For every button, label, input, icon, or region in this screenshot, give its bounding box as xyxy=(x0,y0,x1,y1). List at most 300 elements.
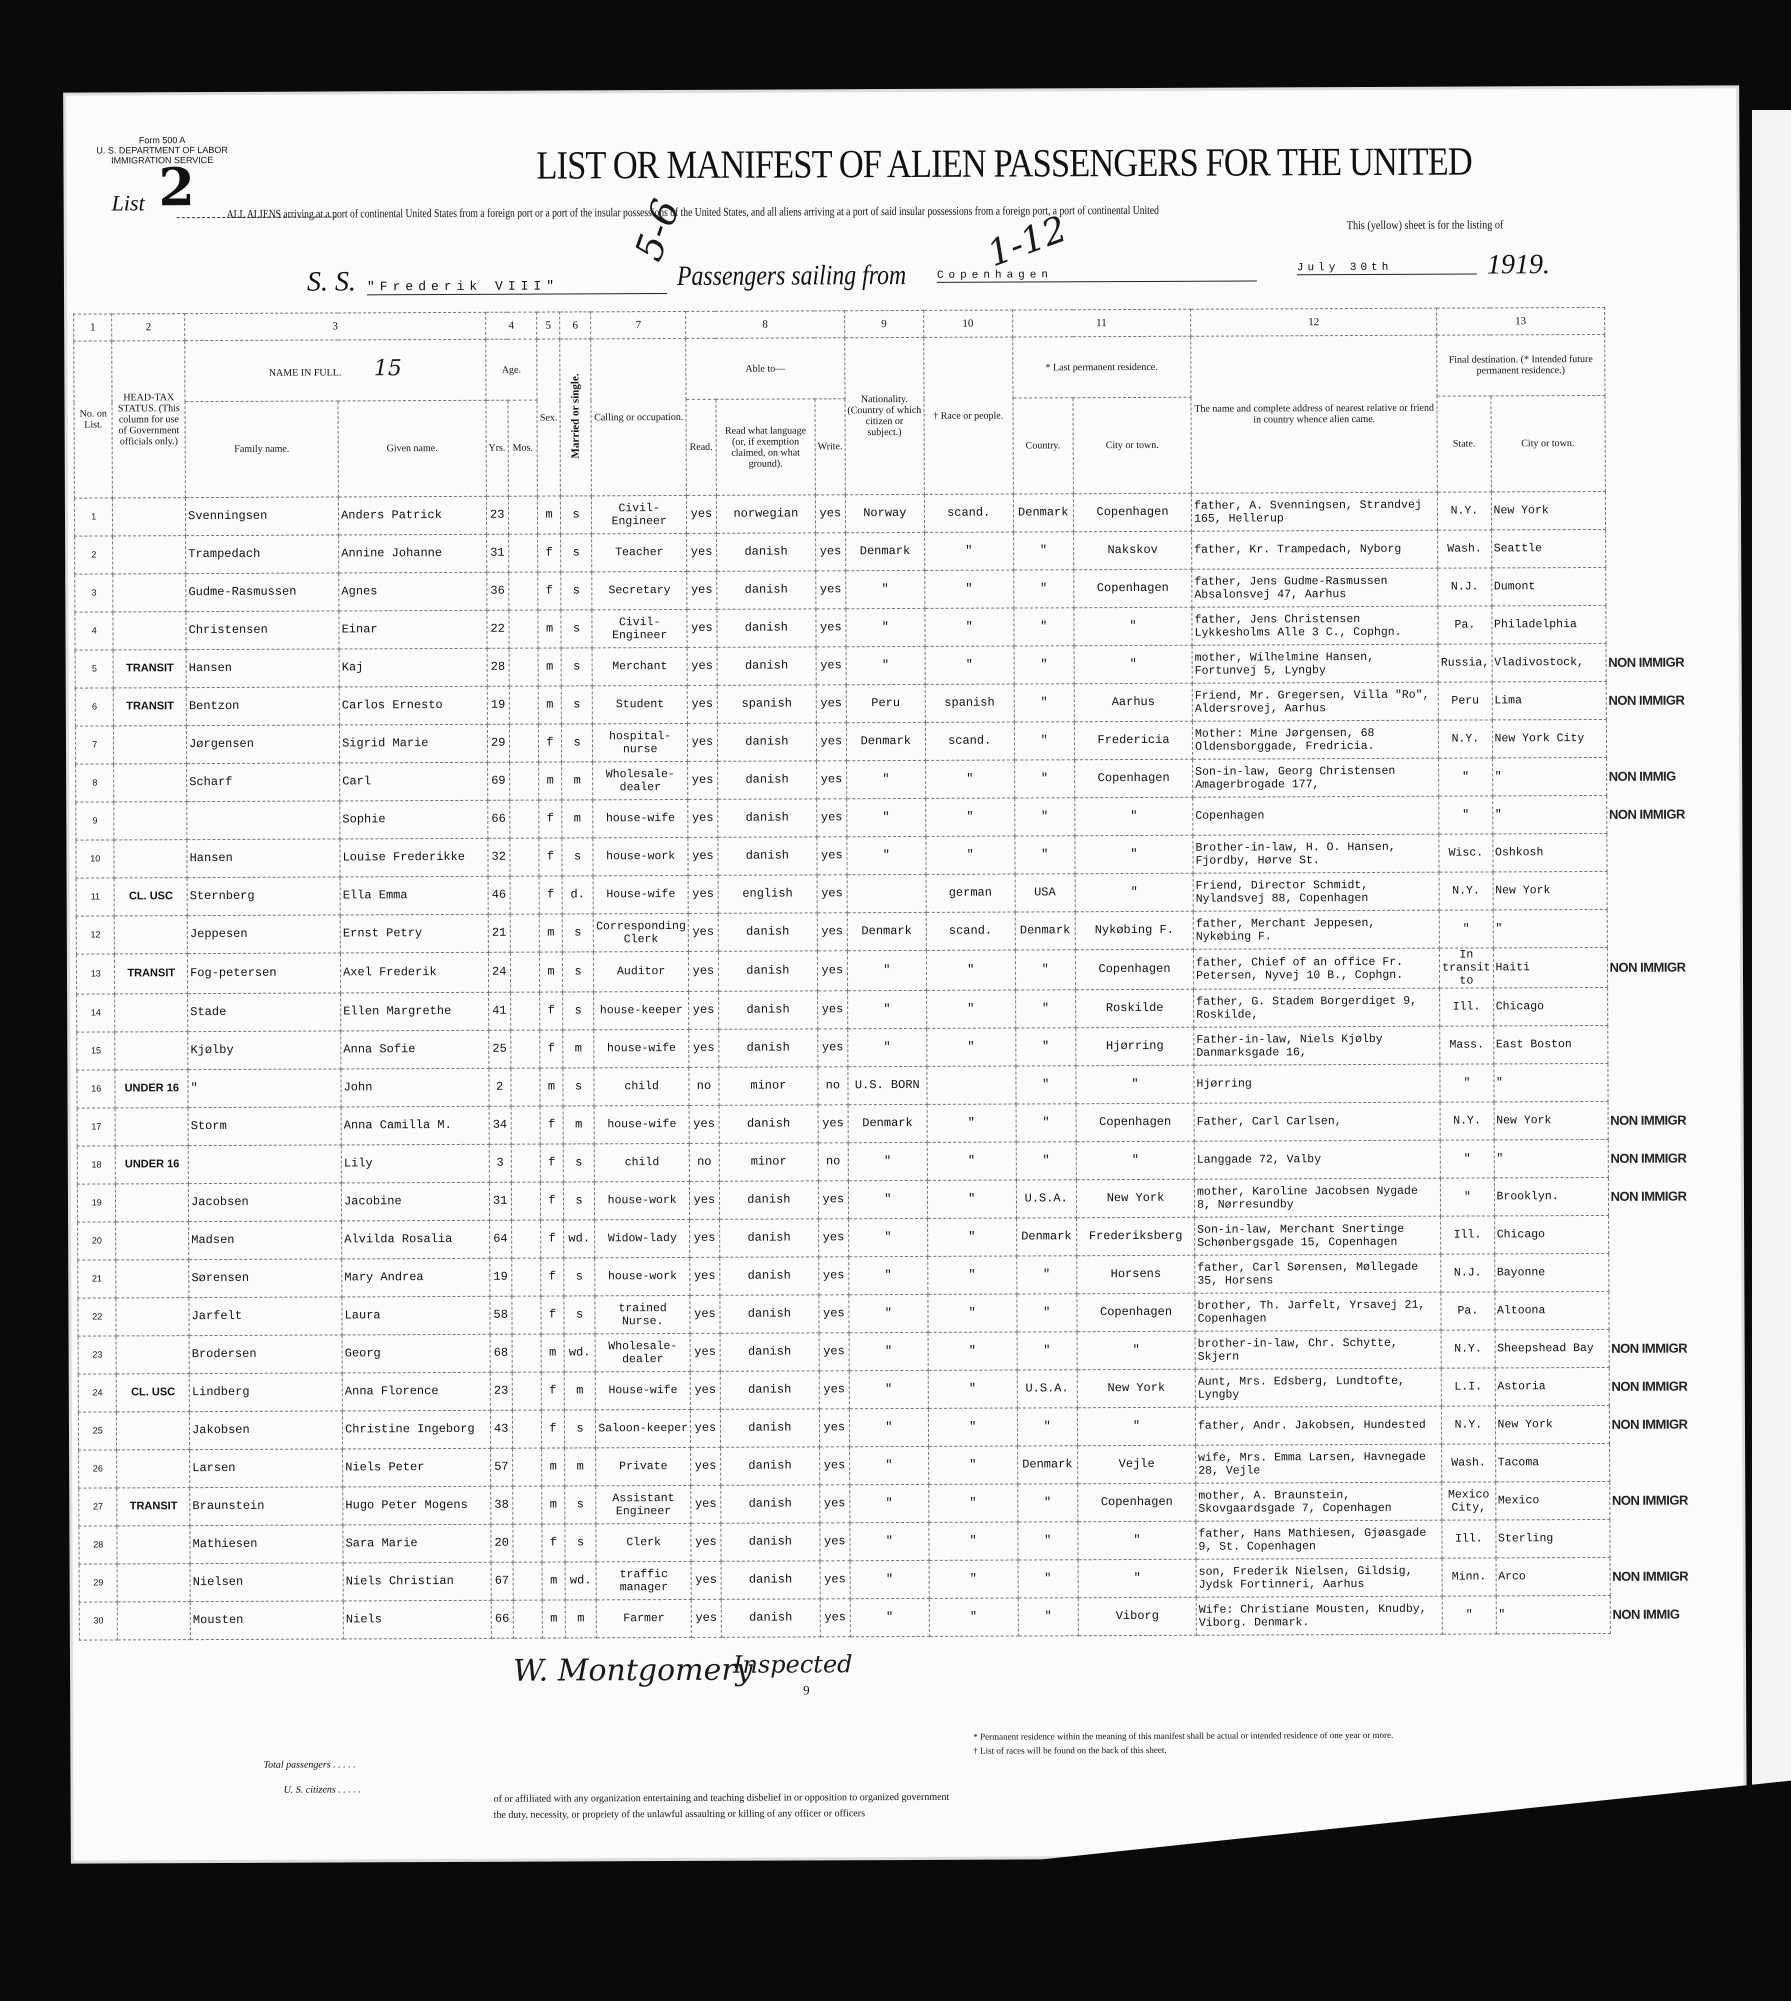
header-married xyxy=(560,339,592,496)
nearest-relative: Hjørring xyxy=(1194,1064,1440,1103)
marital-status: m xyxy=(564,1448,596,1486)
destination-state: " xyxy=(1439,910,1492,948)
sex: f xyxy=(541,1258,564,1296)
age-years: 66 xyxy=(488,800,510,838)
nationality: Norway xyxy=(845,494,924,532)
marital-status: s xyxy=(565,1486,597,1524)
can-write: yes xyxy=(819,1447,849,1485)
residence-country: " xyxy=(1014,760,1075,798)
can-read: yes xyxy=(687,685,717,723)
occupation: House-wife xyxy=(596,1371,691,1409)
sex: m xyxy=(539,686,562,724)
sailing-year: 1919. xyxy=(1486,249,1550,281)
column-number: 1 xyxy=(74,314,113,341)
nearest-relative: father, A. Svenningsen, Strandvej 165, Hellerup xyxy=(1191,492,1437,531)
age-months xyxy=(512,1296,542,1334)
sex: m xyxy=(541,1334,564,1372)
residence-city: " xyxy=(1078,1521,1196,1560)
residence-country: Denmark xyxy=(1016,1218,1077,1256)
sex: f xyxy=(538,572,561,610)
given-name: Laura xyxy=(342,1296,490,1335)
age-months xyxy=(509,724,539,762)
non-immigrant-stamp: NON IMMIGR xyxy=(1611,1492,1688,1508)
given-name: Louise Frederikke xyxy=(340,838,488,877)
can-write: yes xyxy=(816,761,846,799)
residence-country: " xyxy=(1013,608,1074,646)
residence-city: " xyxy=(1078,1559,1196,1598)
age-months xyxy=(510,1030,540,1068)
non-immigrant-stamp xyxy=(1609,1291,1742,1330)
non-immigrant-stamp: NON IMMIGR xyxy=(1608,692,1685,708)
footnote-residence: * Permanent residence within the meaning of this manifest shall be actual or intended residence of one year or more. xyxy=(973,1729,1394,1742)
destination-city: New York xyxy=(1494,1101,1608,1139)
can-read: yes xyxy=(690,1295,720,1333)
marital-status: s xyxy=(563,1182,595,1220)
residence-country: " xyxy=(1015,1028,1076,1066)
marital-status: s xyxy=(564,1296,596,1334)
family-name: Scharf xyxy=(187,763,340,802)
residence-country: " xyxy=(1014,722,1075,760)
row-number: 2 xyxy=(75,536,114,574)
family-name: Stade xyxy=(188,993,341,1032)
read-language: danish xyxy=(718,951,817,991)
family-name: Jørgensen xyxy=(187,725,340,764)
row-number: 7 xyxy=(75,726,114,764)
residence-city: Aarhus xyxy=(1074,683,1192,722)
nationality: " xyxy=(850,1522,929,1560)
nationality: " xyxy=(849,1256,928,1294)
age-years: 69 xyxy=(487,762,509,800)
non-immigrant-stamp: NON IMMIGR xyxy=(1611,1340,1688,1356)
given-name: Anna Florence xyxy=(342,1372,490,1411)
age-months xyxy=(508,534,538,572)
race: spanish xyxy=(925,684,1014,722)
non-immigrant-stamp xyxy=(1607,833,1740,872)
age-months xyxy=(512,1448,542,1486)
occupation: house-work xyxy=(595,1257,690,1295)
head-tax-status: UNDER 16 xyxy=(116,1146,189,1184)
residence-city: Copenhagen xyxy=(1075,949,1193,990)
given-name: Anna Sofie xyxy=(341,1030,489,1069)
residence-country: " xyxy=(1016,1142,1077,1180)
non-immigrant-stamp xyxy=(1606,605,1739,644)
destination-state: Russia, xyxy=(1438,644,1491,682)
read-language: danish xyxy=(720,1447,819,1485)
given-name: Ella Emma xyxy=(340,876,488,915)
can-read: yes xyxy=(687,571,717,609)
nearest-relative: Friend, Mr. Gregersen, Villa "Ro", Aldersrovej, Aarhus xyxy=(1192,682,1438,721)
destination-state: N.Y. xyxy=(1441,1330,1494,1368)
age-months xyxy=(511,1068,541,1106)
race: " xyxy=(929,1484,1018,1522)
can-read: yes xyxy=(689,1029,719,1067)
destination-state: Ill. xyxy=(1440,988,1493,1026)
row-number: 15 xyxy=(77,1032,116,1070)
family-name: Brodersen xyxy=(189,1335,342,1374)
destination-state: " xyxy=(1439,796,1492,834)
destination-city: Sterling xyxy=(1495,1519,1609,1557)
destination-city: Mexico xyxy=(1495,1481,1609,1519)
can-read: yes xyxy=(687,723,717,761)
destination-state: Pa. xyxy=(1441,1292,1494,1330)
head-tax-status xyxy=(113,498,186,536)
sex: m xyxy=(538,610,561,648)
given-name: Jacobine xyxy=(341,1182,489,1221)
head-tax-status: TRANSIT xyxy=(114,688,187,726)
column-number: 7 xyxy=(591,311,686,338)
adjacent-page-edge xyxy=(1752,110,1791,1830)
destination-city: Brooklyn. xyxy=(1494,1177,1608,1215)
can-write: no xyxy=(818,1143,848,1181)
occupation: Civil-Engineer xyxy=(592,495,687,533)
non-immigrant-stamp: NON IMMIGR xyxy=(1608,654,1685,670)
destination-city: " xyxy=(1496,1595,1610,1633)
head-tax-status: TRANSIT xyxy=(115,954,188,994)
given-name: Niels Christian xyxy=(343,1562,491,1601)
can-write: yes xyxy=(819,1409,849,1447)
family-name xyxy=(187,801,340,840)
head-tax-status xyxy=(117,1412,190,1450)
age-months xyxy=(508,496,538,534)
read-language: danish xyxy=(721,1523,820,1561)
destination-state: N.Y. xyxy=(1440,1102,1493,1140)
nationality: Denmark xyxy=(846,722,925,760)
destination-city: " xyxy=(1494,1139,1608,1177)
age-years: 20 xyxy=(491,1524,513,1562)
marital-status: m xyxy=(563,1106,595,1144)
column-number: 13 xyxy=(1437,307,1604,335)
occupation: Civil-Engineer xyxy=(592,609,687,647)
family-name: Sørensen xyxy=(189,1259,342,1298)
race: scand. xyxy=(924,494,1013,532)
residence-country: " xyxy=(1016,1294,1077,1332)
sex: m xyxy=(540,914,563,952)
family-name: Madsen xyxy=(189,1221,342,1260)
can-write: no xyxy=(818,1067,848,1105)
can-read: yes xyxy=(690,1371,720,1409)
destination-state: In transit to xyxy=(1440,948,1493,988)
can-read: yes xyxy=(691,1561,721,1599)
list-number: 2 xyxy=(158,157,195,219)
age-years: 68 xyxy=(490,1334,512,1372)
residence-city: Copenhagen xyxy=(1076,1103,1194,1142)
head-tax-status xyxy=(115,1032,188,1070)
can-write: yes xyxy=(815,533,845,571)
can-read: yes xyxy=(687,647,717,685)
nearest-relative: wife, Mrs. Emma Larsen, Havnegade 28, Vejle xyxy=(1196,1444,1442,1483)
destination-city: Seattle xyxy=(1491,529,1605,567)
nearest-relative: mother, A. Braunstein, Skovgaardsgade 7, Copenhagen xyxy=(1196,1482,1442,1521)
occupation: Widow-lady xyxy=(595,1219,690,1257)
age-months xyxy=(511,1182,541,1220)
head-tax-status xyxy=(118,1602,191,1640)
can-write: yes xyxy=(820,1485,850,1523)
can-write: yes xyxy=(818,1219,848,1257)
nearest-relative: father, G. Stadem Borgerdiget 9, Roskilde, xyxy=(1194,988,1440,1027)
nearest-relative: father, Kr. Trampedach, Nyborg xyxy=(1192,530,1438,569)
header-write: Write. xyxy=(815,399,845,495)
column-number: 2 xyxy=(112,314,185,341)
can-write: yes xyxy=(816,685,846,723)
non-immigrant-stamp: NON IMMIGR xyxy=(1609,959,1686,975)
age-months xyxy=(511,1144,541,1182)
row-number: 5 xyxy=(75,650,114,688)
residence-city: Fredericia xyxy=(1074,721,1192,760)
occupation: Saloon-keeper xyxy=(596,1409,691,1447)
age-years: 21 xyxy=(488,914,510,952)
row-number: 24 xyxy=(78,1374,117,1412)
can-write: yes xyxy=(819,1257,849,1295)
non-immigrant-stamp: NON IMMIGR xyxy=(1608,806,1685,822)
footer-clause: of or affiliated with any organization entertaining and teaching disbelief in or opposition to organized government xyxy=(493,1791,950,1805)
family-name: Sternberg xyxy=(187,877,340,916)
read-language: danish xyxy=(720,1371,819,1409)
nearest-relative: father, Chief of an office Fr. Petersen, Nyvej 10 B., Cophgn. xyxy=(1193,948,1439,989)
sex: f xyxy=(539,876,562,914)
residence-country: Denmark xyxy=(1013,494,1074,532)
destination-state: L.I. xyxy=(1441,1368,1494,1406)
read-language: spanish xyxy=(717,685,816,723)
nearest-relative: father, Merchant Jeppesen, Nykøbing F. xyxy=(1193,910,1439,949)
residence-country: " xyxy=(1014,798,1075,836)
given-name: Anna Camilla M. xyxy=(341,1106,489,1145)
read-language: danish xyxy=(717,761,816,799)
destination-state: Wisc. xyxy=(1439,834,1492,872)
marital-status: m xyxy=(563,1030,595,1068)
residence-country: " xyxy=(1013,570,1074,608)
read-language: danish xyxy=(718,913,817,951)
destination-state: Ill. xyxy=(1441,1216,1494,1254)
marital-status: s xyxy=(564,1410,596,1448)
age-years: 19 xyxy=(490,1258,512,1296)
nearest-relative: father, Jens Christensen Lykkesholms Alle 3 C., Cophgn. xyxy=(1192,606,1438,645)
nearest-relative: father, Andr. Jakobsen, Hundested xyxy=(1195,1406,1441,1445)
head-tax-status xyxy=(115,994,188,1032)
race: " xyxy=(928,1408,1017,1446)
nationality: " xyxy=(850,1484,929,1522)
nationality: " xyxy=(848,1180,927,1218)
can-read: yes xyxy=(691,1447,721,1485)
row-number: 4 xyxy=(75,612,114,650)
row-number: 30 xyxy=(79,1602,118,1640)
age-years: 64 xyxy=(489,1220,511,1258)
age-years: 43 xyxy=(490,1410,512,1448)
given-name: Alvilda Rosalia xyxy=(342,1220,490,1259)
residence-city: Nakskov xyxy=(1074,531,1192,570)
header-mos: Mos. xyxy=(508,400,538,496)
read-language: danish xyxy=(721,1599,820,1637)
row-number: 20 xyxy=(78,1222,117,1260)
family-name: Gudme-Rasmussen xyxy=(186,573,339,612)
destination-state: Mass. xyxy=(1440,1026,1493,1064)
given-name: Niels Peter xyxy=(343,1448,491,1487)
column-group-headers xyxy=(74,334,1738,402)
read-language: danish xyxy=(719,1181,818,1219)
passenger-rows xyxy=(74,491,1742,1640)
total-passengers-label: Total passengers . . . . . xyxy=(263,1759,356,1771)
destination-city: Bayonne xyxy=(1494,1253,1608,1291)
residence-country: " xyxy=(1017,1522,1078,1560)
age-months xyxy=(510,992,540,1030)
residence-city: Copenhagen xyxy=(1074,569,1192,608)
row-number: 16 xyxy=(77,1070,116,1108)
residence-city: Horsens xyxy=(1077,1255,1195,1294)
age-months xyxy=(509,648,539,686)
sex: f xyxy=(540,1030,563,1068)
occupation: child xyxy=(595,1143,690,1181)
given-name: Sara Marie xyxy=(343,1524,491,1563)
head-tax-status xyxy=(114,726,187,764)
age-years: 32 xyxy=(488,838,510,876)
residence-city: New York xyxy=(1077,1369,1195,1408)
age-years: 3 xyxy=(489,1144,511,1182)
marital-status: s xyxy=(563,1144,595,1182)
nearest-relative: mother, Karoline Jacobsen Nygade 8, Nørresundby xyxy=(1194,1178,1440,1217)
read-language: danish xyxy=(721,1485,820,1523)
table-row xyxy=(79,1595,1743,1640)
race: " xyxy=(929,1560,1018,1598)
marital-status: wd. xyxy=(563,1220,595,1258)
destination-city: " xyxy=(1492,757,1606,795)
destination-state: N.Y. xyxy=(1442,1406,1495,1444)
can-write: yes xyxy=(820,1561,850,1599)
row-number: 19 xyxy=(77,1184,116,1222)
non-immigrant-stamp xyxy=(1605,491,1738,530)
us-citizens-label: U. S. citizens . . . . . xyxy=(283,1784,361,1796)
sex: f xyxy=(538,534,561,572)
family-name xyxy=(188,1145,341,1184)
row-number: 25 xyxy=(78,1412,117,1450)
nearest-relative: Mother: Mine Jørgensen, 68 Oldensborggade, Fredricia. xyxy=(1192,720,1438,759)
header-head-tax: HEAD-TAX STATUS. (This column for use of Government officials only.) xyxy=(112,341,185,498)
non-immigrant-stamp: NON IMMIGR xyxy=(1610,1150,1687,1166)
residence-city: " xyxy=(1074,607,1192,646)
occupation: house-work xyxy=(593,837,688,875)
occupation: Wholesale-dealer xyxy=(595,1333,690,1371)
residence-country: " xyxy=(1014,684,1075,722)
row-number: 14 xyxy=(77,994,116,1032)
residence-city: " xyxy=(1076,1141,1194,1180)
occupation: Wholesale-dealer xyxy=(593,761,688,799)
marital-status: wd. xyxy=(564,1334,596,1372)
footnote-races: † List of races will be found on the back of this sheet. xyxy=(973,1744,1167,1756)
nationality: " xyxy=(850,1560,929,1598)
destination-city: Chicago xyxy=(1493,987,1607,1025)
marital-status: s xyxy=(562,992,594,1030)
age-years: 41 xyxy=(488,992,510,1030)
age-months xyxy=(513,1524,543,1562)
residence-city: Roskilde xyxy=(1076,989,1194,1028)
married-label: Married or single. xyxy=(568,373,582,459)
occupation: Secretary xyxy=(592,571,687,609)
can-read: yes xyxy=(688,799,718,837)
can-read: yes xyxy=(689,1181,719,1219)
family-name: Christensen xyxy=(186,611,339,650)
destination-city: Oshkosh xyxy=(1492,833,1606,871)
nationality: Denmark xyxy=(845,532,924,570)
residence-city: Copenhagen xyxy=(1075,759,1193,798)
head-tax-status xyxy=(116,1298,189,1336)
read-language: danish xyxy=(719,1029,818,1067)
residence-country: " xyxy=(1018,1560,1079,1598)
row-number: 6 xyxy=(75,688,114,726)
race: scand. xyxy=(926,912,1015,950)
can-read: yes xyxy=(690,1409,720,1447)
can-write: yes xyxy=(818,1029,848,1067)
race: " xyxy=(927,1142,1016,1180)
age-months xyxy=(513,1562,543,1600)
handwritten-note: 5-6 xyxy=(626,193,689,267)
column-number: 3 xyxy=(185,312,486,340)
sex: f xyxy=(541,1220,564,1258)
destination-city: Vladivostock, xyxy=(1492,643,1606,681)
can-write: yes xyxy=(819,1371,849,1409)
age-months xyxy=(509,686,539,724)
sex: m xyxy=(543,1600,566,1638)
row-number: 13 xyxy=(76,954,115,994)
occupation: trained Nurse. xyxy=(595,1295,690,1333)
can-read: yes xyxy=(688,875,718,913)
can-write: yes xyxy=(818,1105,848,1143)
race: " xyxy=(924,532,1013,570)
race xyxy=(927,1066,1016,1104)
can-read: yes xyxy=(691,1485,721,1523)
can-write: yes xyxy=(818,1181,848,1219)
destination-city: Dumont xyxy=(1491,567,1605,605)
nationality: " xyxy=(848,1142,927,1180)
destination-city: Astoria xyxy=(1495,1367,1609,1405)
column-number: 4 xyxy=(485,312,537,339)
header-city: City or town. xyxy=(1073,397,1191,494)
destination-state: Pa. xyxy=(1438,606,1491,644)
family-name: Svenningsen xyxy=(186,497,339,536)
marital-status: d. xyxy=(562,876,594,914)
sailing-date: July 30th xyxy=(1297,261,1477,275)
race: " xyxy=(925,760,1014,798)
race: " xyxy=(925,646,1014,684)
header-age: Age. xyxy=(486,339,538,400)
header-country: Country. xyxy=(1013,398,1074,494)
residence-city: Copenhagen xyxy=(1077,1293,1195,1332)
marital-status: s xyxy=(561,572,593,610)
destination-city: Lima xyxy=(1492,681,1606,719)
can-read: no xyxy=(689,1143,719,1181)
can-read: yes xyxy=(690,1219,720,1257)
family-name: Hansen xyxy=(187,839,340,878)
race: " xyxy=(927,1218,1016,1256)
service: IMMIGRATION SERVICE xyxy=(111,155,214,166)
can-write: yes xyxy=(817,799,847,837)
marital-status: m xyxy=(562,800,594,838)
race: german xyxy=(926,874,1015,912)
marital-status: s xyxy=(562,838,594,876)
read-language: danish xyxy=(716,533,815,571)
destination-city: East Boston xyxy=(1493,1025,1607,1063)
row-number: 8 xyxy=(76,764,115,802)
family-name: Larsen xyxy=(190,1449,343,1488)
destination-state: Minn. xyxy=(1442,1558,1495,1596)
destination-city: Sheepshead Bay xyxy=(1495,1329,1609,1367)
nationality: U.S. BORN xyxy=(848,1066,927,1104)
race: " xyxy=(926,798,1015,836)
destination-city: Haiti xyxy=(1493,947,1607,987)
residence-country: " xyxy=(1015,990,1076,1028)
nearest-relative: brother, Th. Jarfelt, Yrsavej 21, Copenhagen xyxy=(1195,1292,1441,1331)
age-months xyxy=(511,1258,541,1296)
column-number: 5 xyxy=(537,312,560,339)
can-read: yes xyxy=(687,533,717,571)
row-number: 17 xyxy=(77,1108,116,1146)
